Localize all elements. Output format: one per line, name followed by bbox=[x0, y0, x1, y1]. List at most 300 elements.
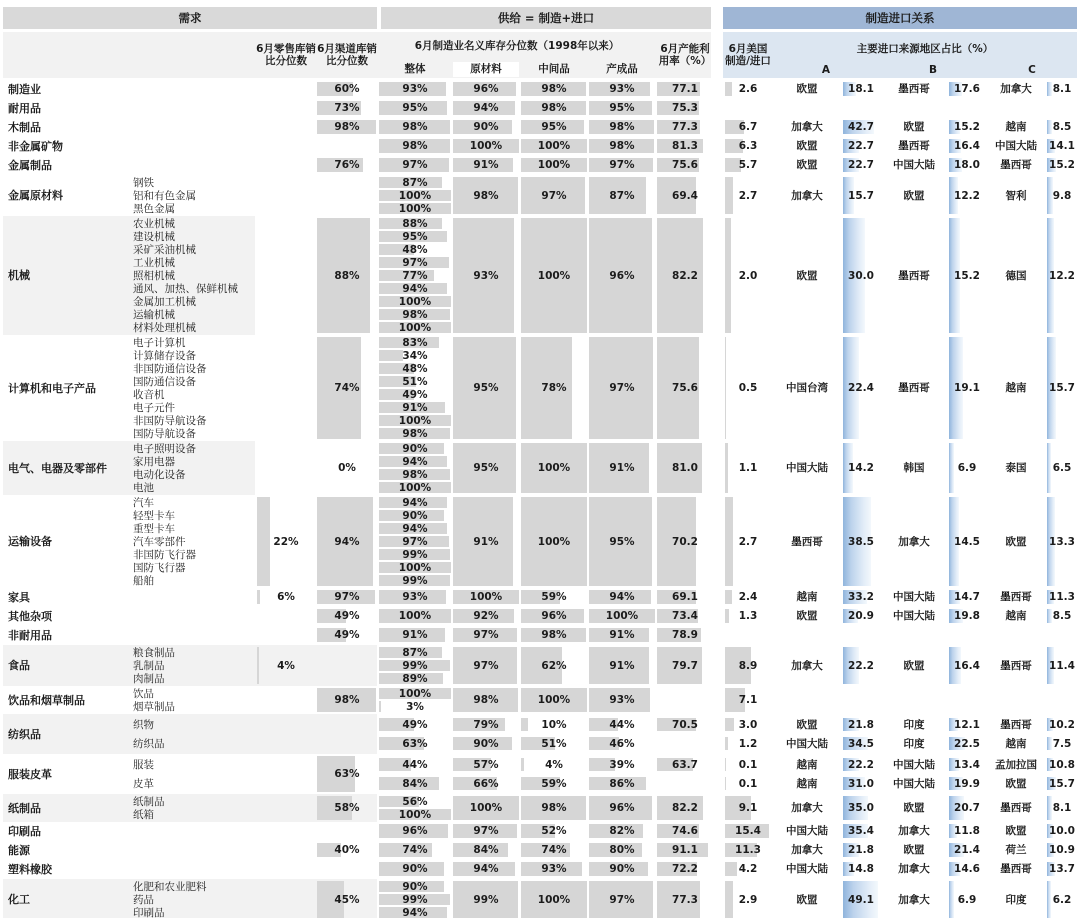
value: 22.7 bbox=[848, 159, 874, 171]
spacer bbox=[715, 841, 723, 859]
regionC-name-cell bbox=[987, 156, 1045, 174]
cell-line bbox=[379, 401, 451, 414]
supply-band-header: 供给 = 制造+进口 bbox=[381, 7, 711, 29]
sub-label: 通风、加热、保鲜机械 bbox=[133, 283, 238, 295]
sub-labels bbox=[131, 216, 255, 335]
raw-materials-cell bbox=[453, 156, 519, 174]
regionA-value-cell bbox=[843, 137, 879, 155]
cell-line bbox=[725, 755, 771, 774]
sub-labels bbox=[131, 645, 255, 686]
value: 0% bbox=[338, 462, 356, 474]
value: 74% bbox=[334, 382, 360, 394]
import-ratio-cell bbox=[725, 822, 771, 840]
regionC-value-cell bbox=[1047, 879, 1077, 918]
channel-percentile-cell bbox=[317, 99, 377, 117]
regionB-name-cell bbox=[881, 80, 947, 98]
row-label: 家具 bbox=[8, 590, 30, 604]
value: 76% bbox=[334, 159, 360, 171]
regionB-value-cell bbox=[949, 626, 985, 644]
cell-line bbox=[843, 734, 879, 753]
capacity-cell bbox=[657, 841, 713, 859]
value: 91% bbox=[473, 535, 499, 548]
value: 14.6 bbox=[954, 863, 980, 875]
import-ratio-cell bbox=[725, 80, 771, 98]
retail-percentile-cell bbox=[257, 335, 315, 441]
table-row bbox=[3, 588, 1077, 606]
value: 59% bbox=[541, 777, 567, 790]
cell-line bbox=[379, 282, 451, 295]
import-ratio-cell bbox=[725, 645, 771, 686]
value: 2.7 bbox=[738, 535, 758, 548]
sub-label: 家用电器 bbox=[133, 456, 175, 468]
sub-labels bbox=[131, 175, 255, 216]
region-name: 加拿大 bbox=[1000, 83, 1032, 95]
table-row bbox=[3, 645, 1077, 686]
table-row bbox=[3, 441, 1077, 495]
cell-line bbox=[881, 774, 947, 793]
cell-line bbox=[987, 755, 1045, 774]
sub-labels bbox=[131, 841, 255, 859]
value: 100% bbox=[537, 535, 571, 548]
spacer bbox=[715, 645, 723, 686]
value: 49% bbox=[402, 718, 428, 731]
region-name: 中国台湾 bbox=[786, 382, 828, 394]
value: 22.2 bbox=[848, 758, 874, 771]
value: 62% bbox=[541, 659, 567, 672]
region-name: 欧盟 bbox=[796, 893, 818, 906]
value: 100% bbox=[398, 561, 432, 574]
value: 97% bbox=[609, 893, 635, 906]
table-row bbox=[3, 175, 1077, 216]
value: 97% bbox=[402, 159, 428, 171]
cell-line bbox=[453, 755, 519, 774]
overall-inventory-cell bbox=[379, 175, 451, 216]
regionC-name-cell bbox=[987, 99, 1045, 117]
cell-line bbox=[379, 243, 451, 256]
channel-percentile-cell bbox=[317, 714, 377, 754]
overall-inventory-cell bbox=[379, 216, 451, 335]
raw-materials-cell bbox=[453, 841, 519, 859]
region-name: 孟加拉国 bbox=[995, 758, 1037, 771]
value: 98% bbox=[334, 121, 360, 133]
value: 86% bbox=[609, 777, 635, 790]
value: 49.1 bbox=[848, 893, 874, 906]
regionC-value-cell bbox=[1047, 607, 1077, 625]
regionB-value-cell bbox=[949, 175, 985, 216]
value: 87% bbox=[609, 189, 635, 202]
raw-materials-cell bbox=[453, 794, 519, 822]
finished-goods-cell bbox=[589, 80, 655, 98]
value: 13.3 bbox=[1049, 535, 1075, 548]
regionB-value-cell bbox=[949, 860, 985, 878]
row-label: 金属制品 bbox=[8, 158, 52, 172]
intermediate-cell bbox=[521, 175, 587, 216]
cell-line bbox=[379, 574, 451, 587]
value: 39% bbox=[609, 758, 635, 771]
sub-label: 汽车零部件 bbox=[133, 536, 186, 548]
value: 79% bbox=[473, 718, 499, 731]
value: 75.6 bbox=[672, 159, 698, 171]
value: 93% bbox=[609, 83, 635, 95]
cell-line bbox=[379, 880, 451, 893]
value: 97% bbox=[402, 256, 428, 269]
value: 10.2 bbox=[1049, 718, 1075, 731]
value: 94% bbox=[402, 906, 428, 918]
value: 87% bbox=[402, 646, 428, 659]
value: 98% bbox=[541, 802, 567, 814]
intermediate-cell bbox=[521, 137, 587, 155]
spacer bbox=[715, 686, 723, 714]
raw-materials-cell bbox=[453, 754, 519, 794]
region-name: 加拿大 bbox=[898, 863, 930, 875]
value: 100% bbox=[537, 269, 571, 282]
table-row bbox=[3, 607, 1077, 625]
value: 93% bbox=[402, 83, 428, 95]
cell-line bbox=[521, 734, 587, 753]
regionB-value-cell bbox=[949, 118, 985, 136]
value: 93% bbox=[609, 694, 635, 706]
value: 14.8 bbox=[848, 863, 874, 875]
regionB-name-cell bbox=[881, 714, 947, 754]
value: 97% bbox=[473, 629, 499, 641]
region-name: 加拿大 bbox=[791, 844, 823, 856]
spacer bbox=[715, 441, 723, 495]
overall-inventory-cell bbox=[379, 137, 451, 155]
regionA-value-cell bbox=[843, 714, 879, 754]
sub-label: 建设机械 bbox=[133, 231, 175, 243]
region-name: 中国大陆 bbox=[786, 863, 828, 875]
value: 100% bbox=[469, 140, 503, 152]
capacity-cell bbox=[657, 335, 713, 441]
regionB-value-cell bbox=[949, 156, 985, 174]
import-ratio-cell bbox=[725, 879, 771, 918]
regionB-name-cell bbox=[881, 645, 947, 686]
capacity-cell bbox=[657, 822, 713, 840]
regionA-value-cell bbox=[843, 118, 879, 136]
channel-percentile-cell bbox=[317, 841, 377, 859]
table-row bbox=[3, 714, 1077, 754]
regionC-name-cell bbox=[987, 175, 1045, 216]
value: 14.7 bbox=[954, 591, 980, 603]
sub-label: 国防导航设备 bbox=[133, 428, 196, 440]
value: 14.2 bbox=[848, 462, 874, 474]
import-ratio-cell bbox=[725, 714, 771, 754]
regionA-value-cell bbox=[843, 441, 879, 495]
regionC-value-cell bbox=[1047, 441, 1077, 495]
sub-labels bbox=[131, 822, 255, 840]
value: 100% bbox=[398, 687, 432, 700]
cell-line bbox=[379, 308, 451, 321]
value: 58% bbox=[334, 802, 360, 814]
overall-subheader: 整体 bbox=[404, 63, 426, 76]
sub-label: 皮革 bbox=[133, 778, 154, 790]
regionB-name-cell bbox=[881, 156, 947, 174]
regionB-name-cell bbox=[881, 118, 947, 136]
value: 14.1 bbox=[1049, 140, 1075, 152]
regionC-name-cell bbox=[987, 714, 1045, 754]
capacity-col-header: 6月产能利用率（%） bbox=[658, 42, 712, 67]
finished-goods-cell bbox=[589, 495, 655, 588]
row-label: 运输设备 bbox=[8, 535, 52, 548]
value: 100% bbox=[398, 808, 432, 821]
region-name: 德国 bbox=[1005, 269, 1027, 282]
sub-label: 电动化设备 bbox=[133, 469, 186, 481]
intermediate-cell bbox=[521, 822, 587, 840]
spacer bbox=[715, 495, 723, 588]
retail-percentile-cell bbox=[257, 156, 315, 174]
region-name: 中国大陆 bbox=[786, 825, 828, 837]
raw-materials-cell bbox=[453, 118, 519, 136]
relation-band-header: 制造进口关系 bbox=[723, 7, 1077, 29]
intermediate-cell bbox=[521, 754, 587, 794]
value: 10.0 bbox=[1049, 825, 1075, 837]
raw-materials-cell bbox=[453, 441, 519, 495]
cell-line bbox=[589, 734, 655, 753]
value: 10% bbox=[541, 718, 567, 731]
channel-col-header: 6月渠道库销比分位数 bbox=[317, 42, 377, 67]
finished-goods-cell bbox=[589, 175, 655, 216]
value: 19.9 bbox=[954, 777, 980, 790]
value: 2.0 bbox=[738, 269, 758, 282]
value: 89% bbox=[402, 672, 428, 685]
region-name: 荷兰 bbox=[1005, 844, 1027, 856]
value: 18.0 bbox=[954, 159, 980, 171]
value: 98% bbox=[541, 102, 567, 114]
finished-goods-cell bbox=[589, 686, 655, 714]
value: 91% bbox=[402, 629, 428, 641]
value: 97% bbox=[473, 659, 499, 672]
region-name: 加拿大 bbox=[898, 535, 930, 548]
sub-label: 电子照明设备 bbox=[133, 443, 196, 455]
region-name: 中国大陆 bbox=[893, 591, 935, 603]
region-name: 中国大陆 bbox=[893, 610, 935, 622]
value: 100% bbox=[398, 610, 432, 622]
import-ratio-cell bbox=[725, 495, 771, 588]
finished-goods-cell bbox=[589, 607, 655, 625]
sub-labels bbox=[131, 118, 255, 136]
overall-inventory-cell bbox=[379, 794, 451, 822]
intermediate-cell bbox=[521, 335, 587, 441]
region-name: 墨西哥 bbox=[898, 269, 930, 282]
value: 4% bbox=[545, 758, 563, 771]
header-bands bbox=[3, 7, 1077, 29]
cell-line bbox=[657, 774, 713, 793]
value: 2.6 bbox=[738, 83, 758, 95]
value: 6% bbox=[277, 591, 295, 603]
intermediate-cell bbox=[521, 841, 587, 859]
regionB-value-cell bbox=[949, 588, 985, 606]
regionC-value-cell bbox=[1047, 335, 1077, 441]
value: 1.1 bbox=[738, 462, 758, 474]
intermediate-cell bbox=[521, 216, 587, 335]
value: 3.0 bbox=[738, 718, 758, 731]
cell-line bbox=[453, 774, 519, 793]
overall-inventory-cell bbox=[379, 645, 451, 686]
value: 96% bbox=[473, 83, 499, 95]
row-label: 金属原材料 bbox=[8, 189, 63, 202]
finished-goods-cell bbox=[589, 754, 655, 794]
value: 95% bbox=[541, 121, 567, 133]
table-row bbox=[3, 879, 1077, 918]
cell-line bbox=[379, 455, 451, 468]
sources-col-header: 主要进口来源地区占比（%） bbox=[856, 42, 994, 55]
value: 42.7 bbox=[848, 121, 874, 133]
import-ratio-cell bbox=[725, 607, 771, 625]
sub-label: 收音机 bbox=[133, 389, 165, 401]
cell-line bbox=[521, 715, 587, 734]
spacer bbox=[715, 714, 723, 754]
value: 100% bbox=[605, 610, 639, 622]
value: 7.1 bbox=[738, 694, 758, 706]
capacity-cell bbox=[657, 156, 713, 174]
import-ratio-cell bbox=[725, 175, 771, 216]
cell-line bbox=[657, 755, 713, 774]
value: 35.4 bbox=[848, 825, 874, 837]
channel-percentile-cell bbox=[317, 137, 377, 155]
sub-labels bbox=[131, 80, 255, 98]
regionA-name-cell bbox=[773, 607, 841, 625]
row-label: 耐用品 bbox=[8, 101, 41, 115]
value: 97% bbox=[402, 535, 428, 548]
cell-line bbox=[379, 468, 451, 481]
regionA-value-cell bbox=[843, 686, 879, 714]
sub-label: 汽车 bbox=[133, 497, 154, 509]
sourceA-subheader: A bbox=[821, 64, 831, 77]
regionC-value-cell bbox=[1047, 118, 1077, 136]
regionC-name-cell bbox=[987, 588, 1045, 606]
regionB-name-cell bbox=[881, 495, 947, 588]
sub-label: 材料处理机械 bbox=[133, 322, 196, 334]
table-body bbox=[3, 80, 1077, 918]
region-name: 中国大陆 bbox=[893, 758, 935, 771]
regionC-value-cell bbox=[1047, 495, 1077, 588]
cell-line bbox=[881, 715, 947, 734]
cell-line bbox=[589, 774, 655, 793]
cell-line bbox=[379, 269, 451, 282]
regionA-name-cell bbox=[773, 118, 841, 136]
table-row bbox=[3, 794, 1077, 822]
sub-label: 织物 bbox=[133, 719, 154, 731]
regionB-value-cell bbox=[949, 822, 985, 840]
cell-line bbox=[379, 176, 451, 189]
table-row bbox=[3, 495, 1077, 588]
value: 96% bbox=[541, 610, 567, 622]
regionA-value-cell bbox=[843, 626, 879, 644]
region-name: 欧盟 bbox=[796, 83, 818, 95]
value: 8.1 bbox=[1052, 83, 1072, 95]
region-name: 越南 bbox=[1005, 610, 1027, 622]
region-name: 印度 bbox=[903, 718, 925, 731]
value: 13.4 bbox=[954, 758, 980, 771]
cell-line bbox=[379, 362, 451, 375]
value: 60% bbox=[334, 83, 360, 95]
value: 98% bbox=[334, 694, 360, 706]
region-name: 欧盟 bbox=[796, 140, 818, 152]
value: 48% bbox=[402, 243, 428, 256]
value: 97% bbox=[609, 382, 635, 394]
retail-percentile-cell bbox=[257, 841, 315, 859]
regionB-name-cell bbox=[881, 607, 947, 625]
cell-line bbox=[379, 230, 451, 243]
capacity-cell bbox=[657, 175, 713, 216]
regionA-name-cell bbox=[773, 626, 841, 644]
value: 98% bbox=[609, 140, 635, 152]
row-label: 纺织品 bbox=[8, 727, 41, 741]
cell-line bbox=[379, 217, 451, 230]
row-label: 机械 bbox=[8, 269, 30, 282]
value: 9.1 bbox=[738, 802, 758, 814]
value: 93% bbox=[541, 863, 567, 875]
value: 63% bbox=[402, 737, 428, 750]
sub-label: 计算储存设备 bbox=[133, 350, 196, 362]
value: 15.2 bbox=[954, 121, 980, 133]
channel-percentile-cell bbox=[317, 645, 377, 686]
sub-label: 电子计算机 bbox=[133, 337, 186, 349]
value: 0.1 bbox=[738, 777, 758, 790]
value: 59% bbox=[541, 591, 567, 603]
regionC-name-cell bbox=[987, 495, 1045, 588]
finished-goods-cell bbox=[589, 822, 655, 840]
intermediate-cell bbox=[521, 626, 587, 644]
retail-percentile-cell bbox=[257, 99, 315, 117]
region-name: 中国大陆 bbox=[893, 777, 935, 790]
value: 96% bbox=[609, 269, 635, 282]
regionA-name-cell bbox=[773, 216, 841, 335]
regionB-value-cell bbox=[949, 607, 985, 625]
value: 34.5 bbox=[848, 737, 874, 750]
region-name: 泰国 bbox=[1005, 462, 1027, 474]
cell-line bbox=[379, 427, 451, 440]
retail-percentile-cell bbox=[257, 216, 315, 335]
value: 20.7 bbox=[954, 802, 980, 814]
regionB-value-cell bbox=[949, 714, 985, 754]
region-name: 墨西哥 bbox=[1000, 802, 1032, 814]
value: 97% bbox=[541, 189, 567, 202]
sub-label: 电子元件 bbox=[133, 402, 175, 414]
value: 94% bbox=[402, 522, 428, 535]
cell-line bbox=[379, 795, 451, 808]
value: 100% bbox=[398, 295, 432, 308]
regionC-name-cell bbox=[987, 216, 1045, 335]
sub-label: 纸制品 bbox=[133, 796, 165, 808]
value: 100% bbox=[469, 802, 503, 814]
regionA-value-cell bbox=[843, 175, 879, 216]
value: 90% bbox=[402, 880, 428, 893]
value: 82% bbox=[609, 825, 635, 837]
regionA-value-cell bbox=[843, 80, 879, 98]
region-name: 加拿大 bbox=[791, 121, 823, 133]
cell-line bbox=[773, 715, 841, 734]
value: 75.3 bbox=[672, 102, 698, 114]
cell-line bbox=[379, 336, 451, 349]
overall-inventory-cell bbox=[379, 860, 451, 878]
value: 100% bbox=[537, 462, 571, 474]
import-ratio-cell bbox=[725, 626, 771, 644]
regionA-name-cell bbox=[773, 714, 841, 754]
value: 73% bbox=[334, 102, 360, 114]
regionB-value-cell bbox=[949, 216, 985, 335]
finished-goods-cell bbox=[589, 794, 655, 822]
sub-label: 工业机械 bbox=[133, 257, 175, 269]
raw-materials-cell bbox=[453, 607, 519, 625]
cell-line bbox=[725, 734, 771, 753]
value: 100% bbox=[398, 481, 432, 494]
value: 90% bbox=[402, 863, 428, 875]
intermediate-cell bbox=[521, 495, 587, 588]
cell-line bbox=[1047, 734, 1077, 753]
regionB-name-cell bbox=[881, 335, 947, 441]
cell-line bbox=[379, 414, 451, 427]
